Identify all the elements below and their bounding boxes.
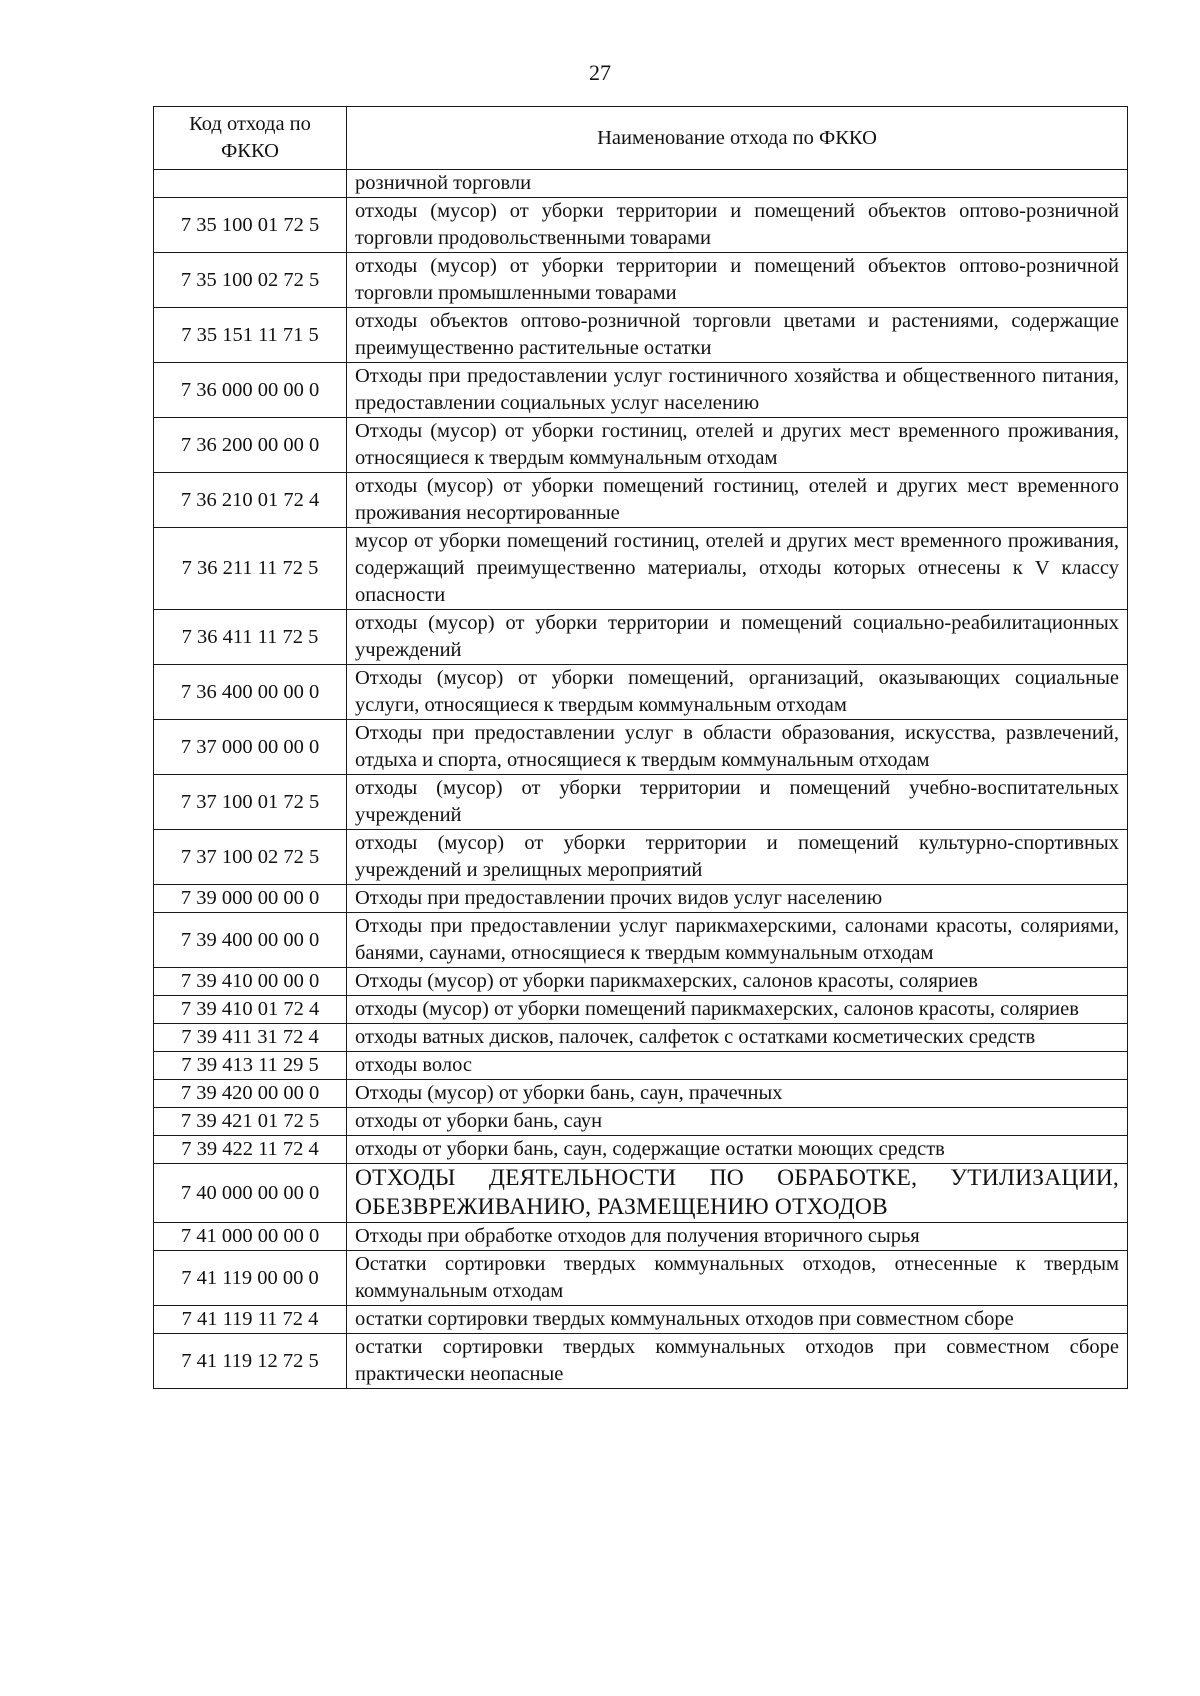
waste-code: 7 41 119 11 72 4 xyxy=(154,1306,347,1334)
waste-name: остатки сортировки твердых коммунальных отходов при совместном сборе xyxy=(347,1306,1128,1334)
waste-name: отходы (мусор) от уборки территории и помещений учебно-воспитательных учреждений xyxy=(347,775,1128,830)
table-row xyxy=(154,610,1128,665)
table-row xyxy=(154,1223,1128,1251)
waste-name: отходы (мусор) от уборки территории и помещений культурно-спортивных учреждений и зрелищных мероприятий xyxy=(347,830,1128,885)
waste-code: 7 39 411 31 72 4 xyxy=(154,1024,347,1052)
table-row xyxy=(154,830,1128,885)
waste-code: 7 36 211 11 72 5 xyxy=(154,528,347,610)
waste-code: 7 41 119 12 72 5 xyxy=(154,1334,347,1389)
table-row xyxy=(154,1164,1128,1223)
waste-code: 7 36 411 11 72 5 xyxy=(154,610,347,665)
waste-code xyxy=(154,170,347,198)
table-row xyxy=(154,1052,1128,1080)
table-row xyxy=(154,1024,1128,1052)
table-row xyxy=(154,528,1128,610)
waste-name: Отходы при предоставлении прочих видов услуг населению xyxy=(347,885,1128,913)
table-row xyxy=(154,968,1128,996)
waste-name: Отходы (мусор) от уборки парикмахерских, салонов красоты, соляриев xyxy=(347,968,1128,996)
waste-code: 7 39 422 11 72 4 xyxy=(154,1136,347,1164)
waste-name: отходы (мусор) от уборки территории и помещений объектов оптово-розничной торговли промышленными товарами xyxy=(347,253,1128,308)
waste-code: 7 36 400 00 00 0 xyxy=(154,665,347,720)
waste-name: розничной торговли xyxy=(347,170,1128,198)
table-row xyxy=(154,418,1128,473)
waste-code: 7 37 100 02 72 5 xyxy=(154,830,347,885)
waste-code: 7 39 410 01 72 4 xyxy=(154,996,347,1024)
table-row xyxy=(154,1334,1128,1389)
waste-code: 7 37 000 00 00 0 xyxy=(154,720,347,775)
waste-name: мусор от уборки помещений гостиниц, отелей и других мест временного проживания, содержащий преимущественно материалы, отходы которых отнесены к V классу опасности xyxy=(347,528,1128,610)
waste-name: Отходы при обработке отходов для получения вторичного сырья xyxy=(347,1223,1128,1251)
waste-name: Отходы при предоставлении услуг гостиничного хозяйства и общественного питания, предоставлении социальных услуг населению xyxy=(347,363,1128,418)
table-row xyxy=(154,885,1128,913)
table-row xyxy=(154,198,1128,253)
waste-code: 7 36 000 00 00 0 xyxy=(154,363,347,418)
waste-code: 7 36 210 01 72 4 xyxy=(154,473,347,528)
waste-code: 7 35 100 01 72 5 xyxy=(154,198,347,253)
waste-name: Отходы при предоставлении услуг парикмахерскими, салонами красоты, соляриями, банями, саунами, относящиеся к твердым коммунальным отходам xyxy=(347,913,1128,968)
waste-name: Отходы (мусор) от уборки гостиниц, отелей и других мест временного проживания, относящиеся к твердым коммунальным отходам xyxy=(347,418,1128,473)
table-row xyxy=(154,1136,1128,1164)
waste-code: 7 35 100 02 72 5 xyxy=(154,253,347,308)
waste-name: ОТХОДЫ ДЕЯТЕЛЬНОСТИ ПО ОБРАБОТКЕ, УТИЛИЗАЦИИ, ОБЕЗВРЕЖИВАНИЮ, РАЗМЕЩЕНИЮ ОТХОДОВ xyxy=(347,1164,1128,1223)
waste-code: 7 41 000 00 00 0 xyxy=(154,1223,347,1251)
waste-name: отходы (мусор) от уборки территории и помещений объектов оптово-розничной торговли продовольственными товарами xyxy=(347,198,1128,253)
table-row xyxy=(154,1306,1128,1334)
waste-code: 7 39 400 00 00 0 xyxy=(154,913,347,968)
waste-name: отходы от уборки бань, саун xyxy=(347,1108,1128,1136)
table-row xyxy=(154,253,1128,308)
waste-classification-table xyxy=(153,106,1128,1389)
table-row xyxy=(154,775,1128,830)
table-row xyxy=(154,363,1128,418)
table-row xyxy=(154,720,1128,775)
table-row xyxy=(154,996,1128,1024)
waste-name: остатки сортировки твердых коммунальных отходов при совместном сборе практически неопасные xyxy=(347,1334,1128,1389)
waste-code: 7 39 413 11 29 5 xyxy=(154,1052,347,1080)
header-name: Наименование отхода по ФККО xyxy=(347,107,1128,170)
waste-code: 7 39 421 01 72 5 xyxy=(154,1108,347,1136)
waste-name: отходы объектов оптово-розничной торговли цветами и растениями, содержащие преимущественно растительные остатки xyxy=(347,308,1128,363)
header-code: Код отхода по ФККО xyxy=(154,107,347,170)
waste-name: отходы (мусор) от уборки территории и помещений социально-реабилитационных учреждений xyxy=(347,610,1128,665)
waste-code: 7 41 119 00 00 0 xyxy=(154,1251,347,1306)
table-row xyxy=(154,473,1128,528)
waste-code: 7 39 000 00 00 0 xyxy=(154,885,347,913)
waste-name: отходы от уборки бань, саун, содержащие остатки моющих средств xyxy=(347,1136,1128,1164)
waste-code: 7 37 100 01 72 5 xyxy=(154,775,347,830)
waste-name: Отходы при предоставлении услуг в области образования, искусства, развлечений, отдыха и спорта, относящиеся к твердым коммунальным отходам xyxy=(347,720,1128,775)
page-number: 27 xyxy=(589,60,611,85)
waste-code: 7 40 000 00 00 0 xyxy=(154,1164,347,1223)
waste-name: отходы (мусор) от уборки помещений гостиниц, отелей и других мест временного проживания несортированные xyxy=(347,473,1128,528)
waste-code: 7 39 410 00 00 0 xyxy=(154,968,347,996)
table-row xyxy=(154,665,1128,720)
table-row xyxy=(154,1108,1128,1136)
waste-name: Остатки сортировки твердых коммунальных отходов, отнесенные к твердым коммунальным отходам xyxy=(347,1251,1128,1306)
waste-name: отходы ватных дисков, палочек, салфеток с остатками косметических средств xyxy=(347,1024,1128,1052)
waste-code: 7 36 200 00 00 0 xyxy=(154,418,347,473)
table-row xyxy=(154,308,1128,363)
waste-name: отходы (мусор) от уборки помещений парикмахерских, салонов красоты, соляриев xyxy=(347,996,1128,1024)
waste-name: Отходы (мусор) от уборки помещений, организаций, оказывающих социальные услуги, относящиеся к твердым коммунальным отходам xyxy=(347,665,1128,720)
table-row xyxy=(154,1251,1128,1306)
table-row xyxy=(154,170,1128,198)
table-header-row xyxy=(154,107,1128,170)
waste-code: 7 39 420 00 00 0 xyxy=(154,1080,347,1108)
waste-code: 7 35 151 11 71 5 xyxy=(154,308,347,363)
waste-name: отходы волос xyxy=(347,1052,1128,1080)
waste-name: Отходы (мусор) от уборки бань, саун, прачечных xyxy=(347,1080,1128,1108)
table-row xyxy=(154,1080,1128,1108)
table-row xyxy=(154,913,1128,968)
